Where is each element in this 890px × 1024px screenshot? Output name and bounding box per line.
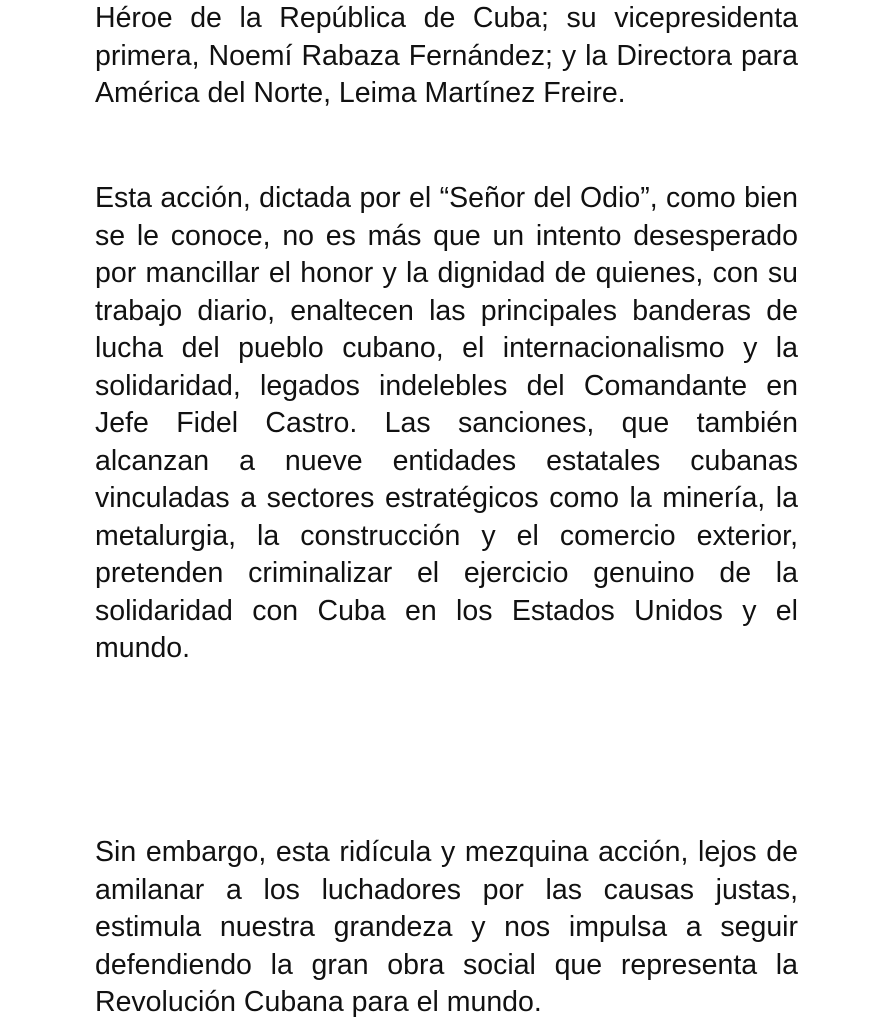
paragraph-continuation: Héroe de la República de Cuba; su vicepresidenta primera, Noemí Rabaza Fernández; y la Directora para América del Norte, Leima Martínez Freire.: [95, 2, 798, 109]
paragraph-response: Sin embargo, esta ridícula y mezquina acción, lejos de amilanar a los luchadores por las causas justas, estimula nuestra grandeza y nos impulsa a seguir defendiendo la gran obra social que representa la Revolución Cubana para el mundo.: [95, 836, 798, 1018]
paragraph-sanctions: Esta acción, dictada por el “Señor del Odio”, como bien se le conoce, no es más que un intento desesperado por mancillar el honor y la dignidad de quienes, con su trabajo diario, enaltecen las principales banderas de lucha del pueblo cubano, el internacionalismo y la solidaridad, legados indelebles del Comandante en Jefe Fidel Castro. Las sanciones, que también alcanzan a nueve entidades estatales cubanas vinculadas a sectores estratégicos como la minería, la metalurgia, la construcción y el comercio exterior, pretenden criminalizar el ejercicio genuino de la solidaridad con Cuba en los Estados Unidos y el mundo.: [95, 182, 798, 664]
